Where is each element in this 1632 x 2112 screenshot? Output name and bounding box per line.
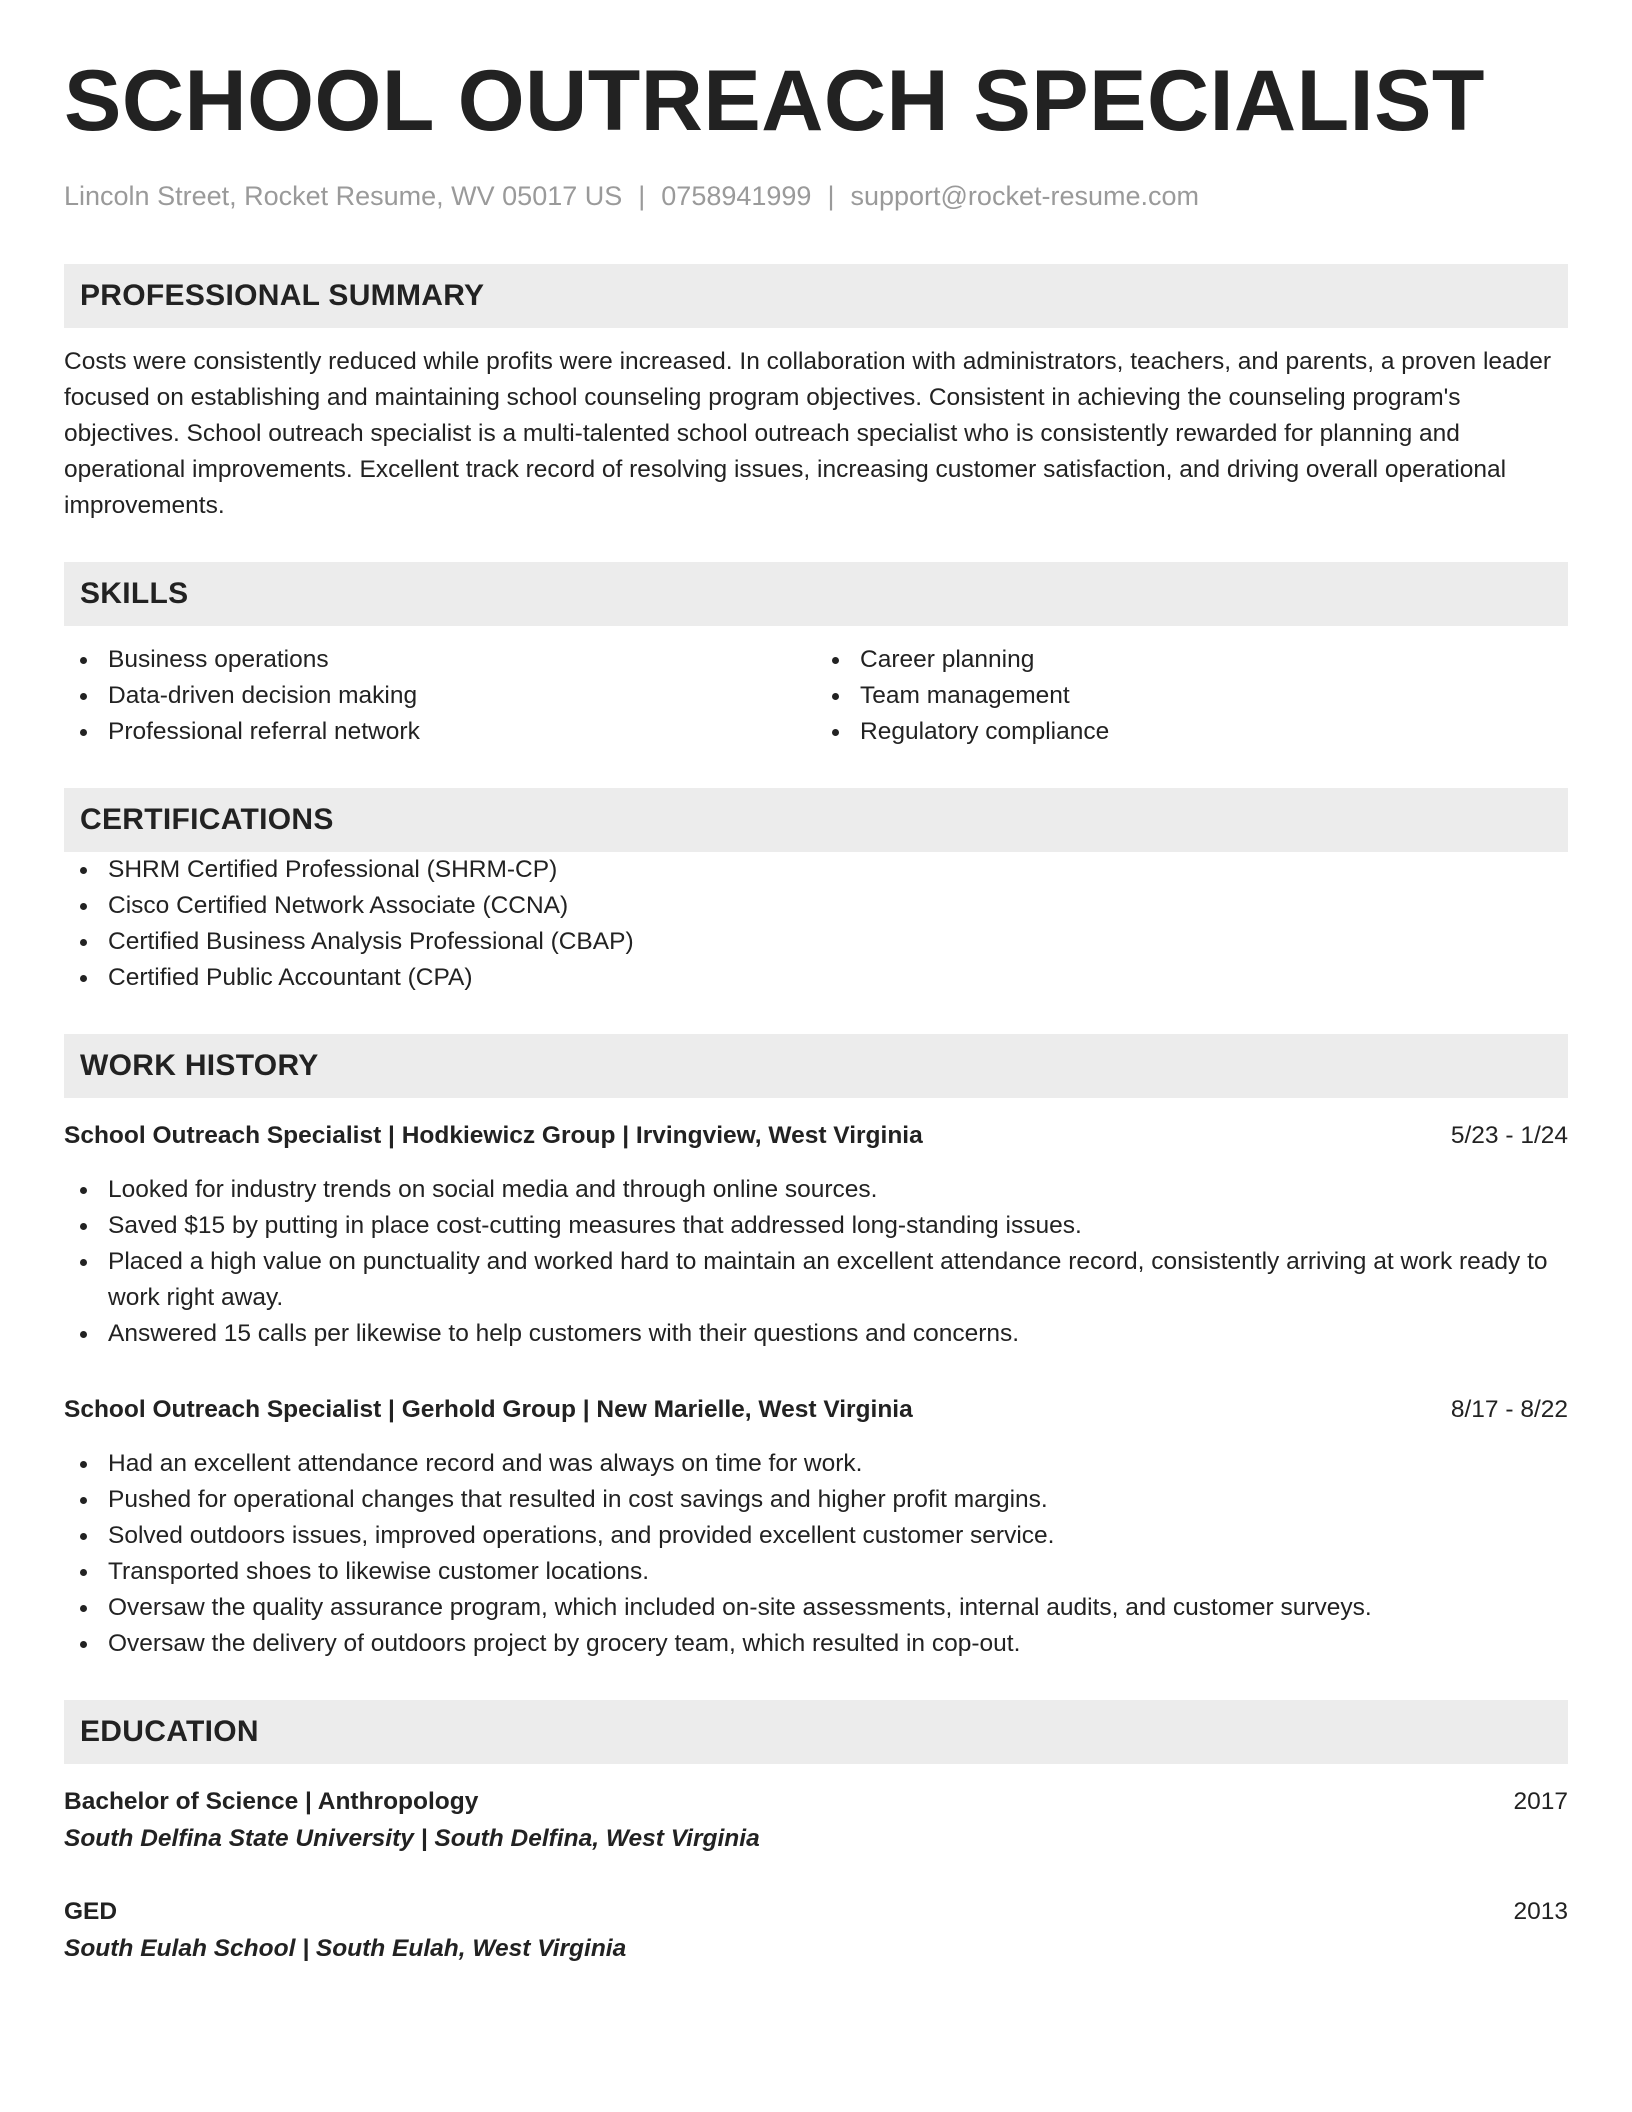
- contact-email: support@rocket-resume.com: [850, 181, 1199, 211]
- job-bullet: Pushed for operational changes that resulted in cost savings and higher profit margins.: [64, 1482, 1568, 1518]
- skills-list-right: [816, 642, 1568, 750]
- job-dates: 8/17 - 8/22: [1450, 1396, 1568, 1424]
- job-bullets: [64, 1172, 1568, 1352]
- resume-name: SCHOOL OUTREACH SPECIALIST: [64, 53, 1485, 149]
- section-heading-skills: SKILLS: [64, 562, 1568, 626]
- contact-line: [64, 180, 1568, 212]
- job-bullet: Transported shoes to likewise customer locations.: [64, 1554, 1568, 1590]
- section-work-history: [64, 1034, 1568, 1662]
- education-entry: [64, 1784, 1568, 1858]
- certification-item: Certified Public Accountant (CPA): [64, 960, 1568, 996]
- job-bullet: Answered 15 calls per likewise to help customers with their questions and concerns.: [64, 1316, 1568, 1352]
- education-degree: Bachelor of Science | Anthropology: [64, 1788, 479, 1816]
- job-title: School Outreach Specialist | Hodkiewicz Group | Irvingview, West Virginia: [64, 1122, 923, 1150]
- job-bullet: Oversaw the delivery of outdoors project by grocery team, which resulted in cop-out.: [64, 1626, 1568, 1662]
- skill-item: Data-driven decision making: [64, 678, 816, 714]
- certification-item: SHRM Certified Professional (SHRM-CP): [64, 852, 1568, 888]
- job-bullet: Placed a high value on punctuality and worked hard to maintain an excellent attendance record, consistently arriving at work ready to work right away.: [64, 1244, 1568, 1316]
- contact-address: Lincoln Street, Rocket Resume, WV 05017 US: [64, 181, 623, 211]
- skill-item: Professional referral network: [64, 714, 816, 750]
- job-bullet: Had an excellent attendance record and was always on time for work.: [64, 1446, 1568, 1482]
- skills-grid: [64, 642, 1568, 750]
- certification-item: Cisco Certified Network Associate (CCNA): [64, 888, 1568, 924]
- certification-item: Certified Business Analysis Professional (CBAP): [64, 924, 1568, 960]
- job-dates: 5/23 - 1/24: [1450, 1122, 1568, 1150]
- skill-item: Team management: [816, 678, 1568, 714]
- job-bullets: [64, 1446, 1568, 1662]
- job-entry: [64, 1392, 1568, 1662]
- job-bullet: Saved $15 by putting in place cost-cutting measures that addressed long-standing issues.: [64, 1208, 1568, 1244]
- job-title: School Outreach Specialist | Gerhold Group | New Marielle, West Virginia: [64, 1396, 913, 1424]
- job-bullet: Looked for industry trends on social media and through online sources.: [64, 1172, 1568, 1208]
- job-entry: [64, 1118, 1568, 1352]
- summary-text: Costs were consistently reduced while profits were increased. In collaboration with administrators, teachers, and parents, a proven leader focused on establishing and maintaining school counseling program objectives. Consistent in achieving the counseling program's objectives. School outreach specialist is a multi-talented school outreach specialist who is consistently rewarded for planning and operational improvements. Excellent track record of resolving issues, increasing customer satisfaction, and driving overall operational improvements.: [64, 348, 1552, 520]
- job-bullet: Oversaw the quality assurance program, which included on-site assessments, internal audits, and customer surveys.: [64, 1590, 1568, 1626]
- section-certifications: [64, 788, 1568, 996]
- education-degree: GED: [64, 1898, 118, 1926]
- contact-separator: |: [827, 181, 835, 211]
- section-heading-certifications: CERTIFICATIONS: [64, 788, 1568, 852]
- section-education: [64, 1700, 1568, 1968]
- education-school: South Delfina State University | South Delfina, West Virginia: [64, 1825, 760, 1853]
- skill-item: Career planning: [816, 642, 1568, 678]
- education-header: [64, 1894, 1568, 1930]
- section-heading-education: EDUCATION: [64, 1700, 1568, 1764]
- education-entry: [64, 1894, 1568, 1968]
- contact-separator: |: [638, 181, 646, 211]
- skills-list-left: [64, 642, 816, 750]
- section-skills: [64, 562, 1568, 750]
- education-header: [64, 1784, 1568, 1820]
- job-header: [64, 1392, 1568, 1428]
- education-year: 2017: [1513, 1788, 1568, 1816]
- education-year: 2013: [1513, 1898, 1568, 1926]
- skill-item: Business operations: [64, 642, 816, 678]
- certifications-list: [64, 852, 1568, 996]
- section-heading-work-history: WORK HISTORY: [64, 1034, 1568, 1098]
- education-school: South Eulah School | South Eulah, West Virginia: [64, 1935, 627, 1963]
- job-header: [64, 1118, 1568, 1154]
- job-bullet: Solved outdoors issues, improved operations, and provided excellent customer service.: [64, 1518, 1568, 1554]
- skill-item: Regulatory compliance: [816, 714, 1568, 750]
- section-heading-summary: PROFESSIONAL SUMMARY: [64, 264, 1568, 328]
- contact-phone: 0758941999: [661, 181, 812, 211]
